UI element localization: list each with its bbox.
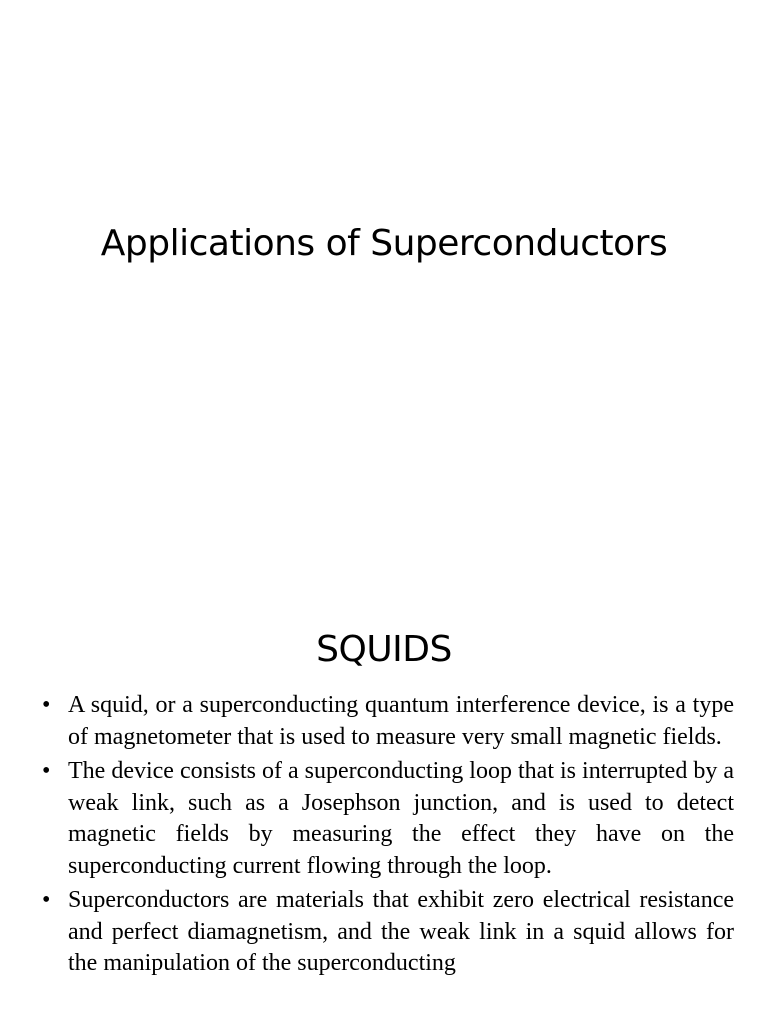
bullet-list xyxy=(42,690,734,983)
bullet-icon: • xyxy=(42,758,51,784)
slide-squids xyxy=(0,576,768,1024)
slide-title: Applications of Superconductors xyxy=(100,223,668,264)
slide-heading: SQUIDS xyxy=(316,629,452,670)
bullet-item xyxy=(42,756,734,882)
bullet-text: A squid, or a superconducting quantum interference device, is a type of magnetometer that is used to measure very small magnetic fields. xyxy=(68,692,734,750)
bullet-item xyxy=(42,885,734,980)
bullet-text: The device consists of a superconducting loop that is interrupted by a weak link, such as a Josephson junction, and is used to detect magnetic fields by measuring the effect they have on the superconducting current flowing through the loop. xyxy=(68,758,734,879)
bullet-text: Superconductors are materials that exhibit zero electrical resistance and perfect diamagnetism, and the weak link in a squid allows for the manipulation of the superconducting xyxy=(68,887,734,976)
bullet-icon: • xyxy=(42,887,51,913)
bullet-icon: • xyxy=(42,692,51,718)
bullet-item xyxy=(42,690,734,753)
